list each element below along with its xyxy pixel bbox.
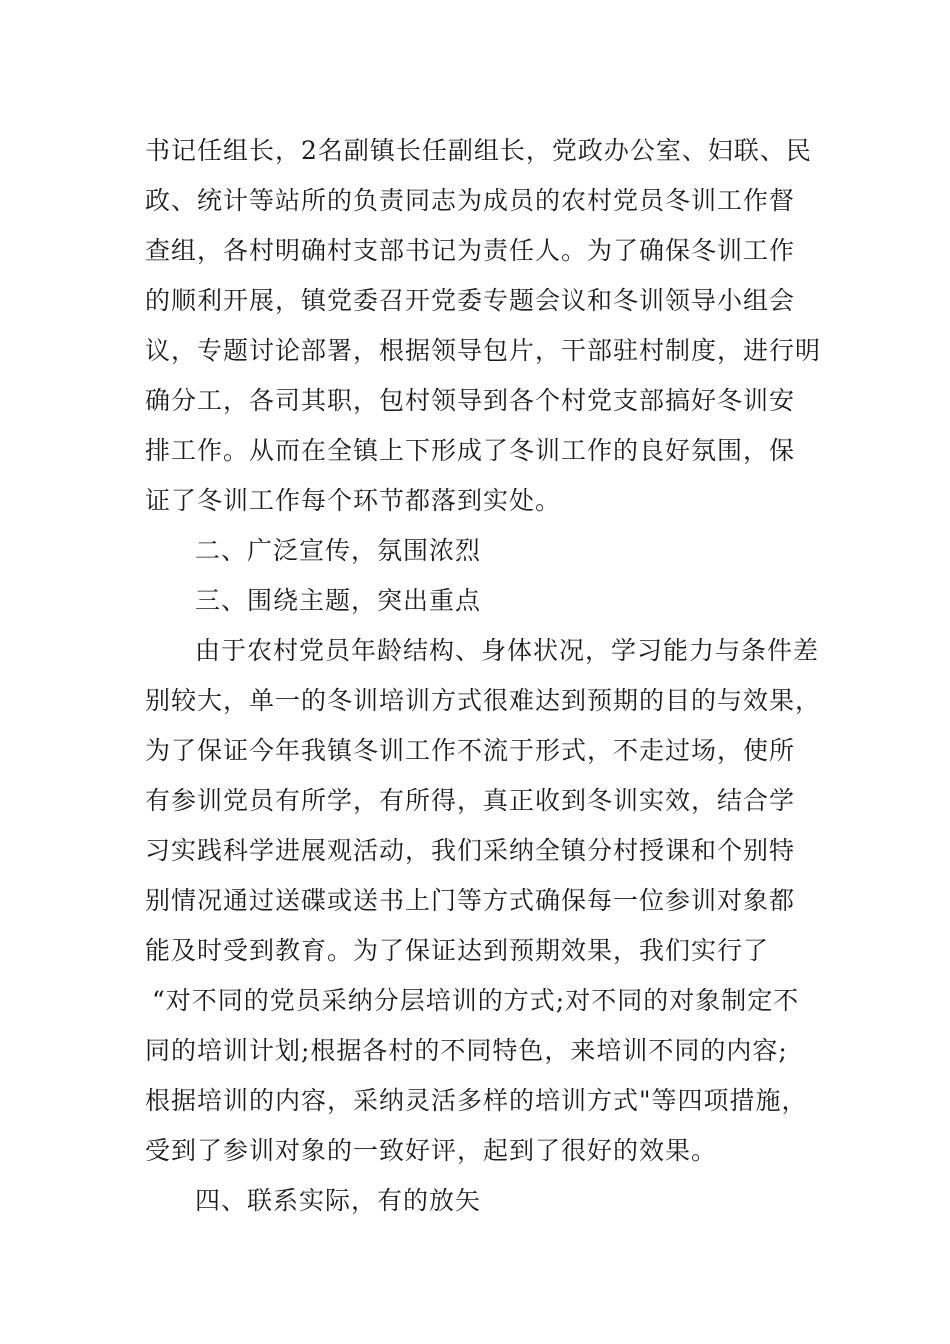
body-text-line: 的顺利开展，镇党委召开党委专题会议和冬训领导小组会 xyxy=(145,286,796,315)
section-heading: 三、围绕主题，突出重点 xyxy=(195,586,482,615)
body-text-line: 确分工，各司其职，包村领导到各个村党支部搞好冬训安 xyxy=(145,386,796,415)
body-text-line: 查组，各村明确村支部书记为责任人。为了确保冬训工作 xyxy=(145,236,796,265)
section-heading: 二、广泛宣传，氛围浓烈 xyxy=(195,536,482,565)
body-text-line: 别较大，单一的冬训培训方式很难达到预期的目的与效果， xyxy=(145,686,822,715)
body-text-line: 同的培训计划;根据各村的不同特色，来培训不同的内容; xyxy=(145,1036,788,1065)
body-text-line: 别情况通过送碟或送书上门等方式确保每一位参训对象都 xyxy=(145,886,796,915)
section-heading: 四、联系实际，有的放矢 xyxy=(195,1186,482,1215)
body-text-line: 习实践科学进展观活动，我们采纳全镇分村授课和个别特 xyxy=(145,836,796,865)
body-text-line: “对不同的党员采纳分层培训的方式;对不同的对象制定不 xyxy=(152,986,800,1015)
body-text-line: 有参训党员有所学，有所得，真正收到冬训实效，结合学 xyxy=(145,786,796,815)
body-text-line: 能及时受到教育。为了保证达到预期效果，我们实行了 xyxy=(145,936,770,965)
body-text-line: 证了冬训工作每个环节都落到实处。 xyxy=(145,486,562,515)
body-text-line: 受到了参训对象的一致好评，起到了很好的效果。 xyxy=(145,1136,718,1165)
body-text-line: 为了保证今年我镇冬训工作不流于形式，不走过场，使所 xyxy=(145,736,796,765)
body-text-line: 排工作。从而在全镇上下形成了冬训工作的良好氛围，保 xyxy=(145,436,796,465)
body-text-line: 书记任组长，2名副镇长任副组长，党政办公室、妇联、民 xyxy=(145,136,812,165)
body-text-line: 由于农村党员年龄结构、身体状况，学习能力与条件差 xyxy=(195,636,820,665)
body-text-line: 根据培训的内容，采纳灵活多样的培训方式"等四项措施， xyxy=(145,1086,808,1115)
body-text-line: 政、统计等站所的负责同志为成员的农村党员冬训工作督 xyxy=(145,186,796,215)
body-text-line: 议，专题讨论部署，根据领导包片，干部驻村制度，进行明 xyxy=(145,336,822,365)
